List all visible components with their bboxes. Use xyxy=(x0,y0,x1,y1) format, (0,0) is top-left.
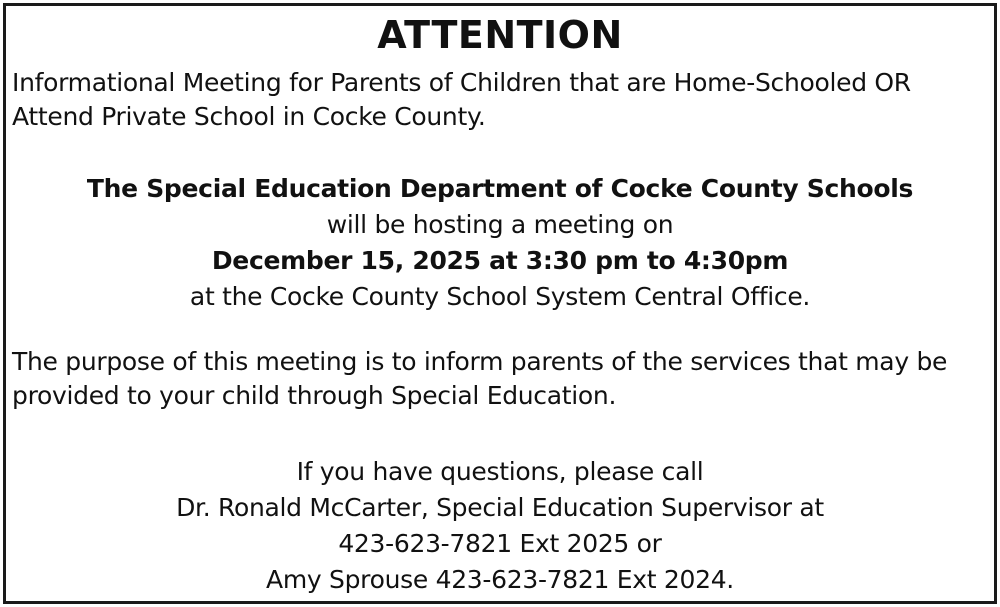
meeting-details xyxy=(6,171,994,315)
contact-prompt: If you have questions, please call xyxy=(296,457,704,486)
meeting-notice xyxy=(3,3,997,604)
intro-paragraph: Informational Meeting for Parents of Children that are Home-Schooled OR Attend Private School in Cocke County. xyxy=(12,68,911,131)
purpose-paragraph: The purpose of this meeting is to inform parents of the services that may be provided to your child through Special Education. xyxy=(12,347,948,410)
meeting-datetime: December 15, 2025 at 3:30 pm to 4:30pm xyxy=(211,246,789,275)
hosting-text: will be hosting a meeting on xyxy=(326,210,674,239)
host-department: The Special Education Department of Cocke County Schools xyxy=(86,174,914,203)
contact-supervisor: Dr. Ronald McCarter, Special Education Supervisor at xyxy=(176,493,824,522)
meeting-location: at the Cocke County School System Central Office. xyxy=(189,282,811,311)
notice-title: ATTENTION xyxy=(377,13,623,57)
contact-supervisor-phone: 423-623-7821 Ext 2025 or xyxy=(338,529,662,558)
contact-alternate: Amy Sprouse 423-623-7821 Ext 2024. xyxy=(266,565,734,594)
contact-info xyxy=(6,454,994,598)
